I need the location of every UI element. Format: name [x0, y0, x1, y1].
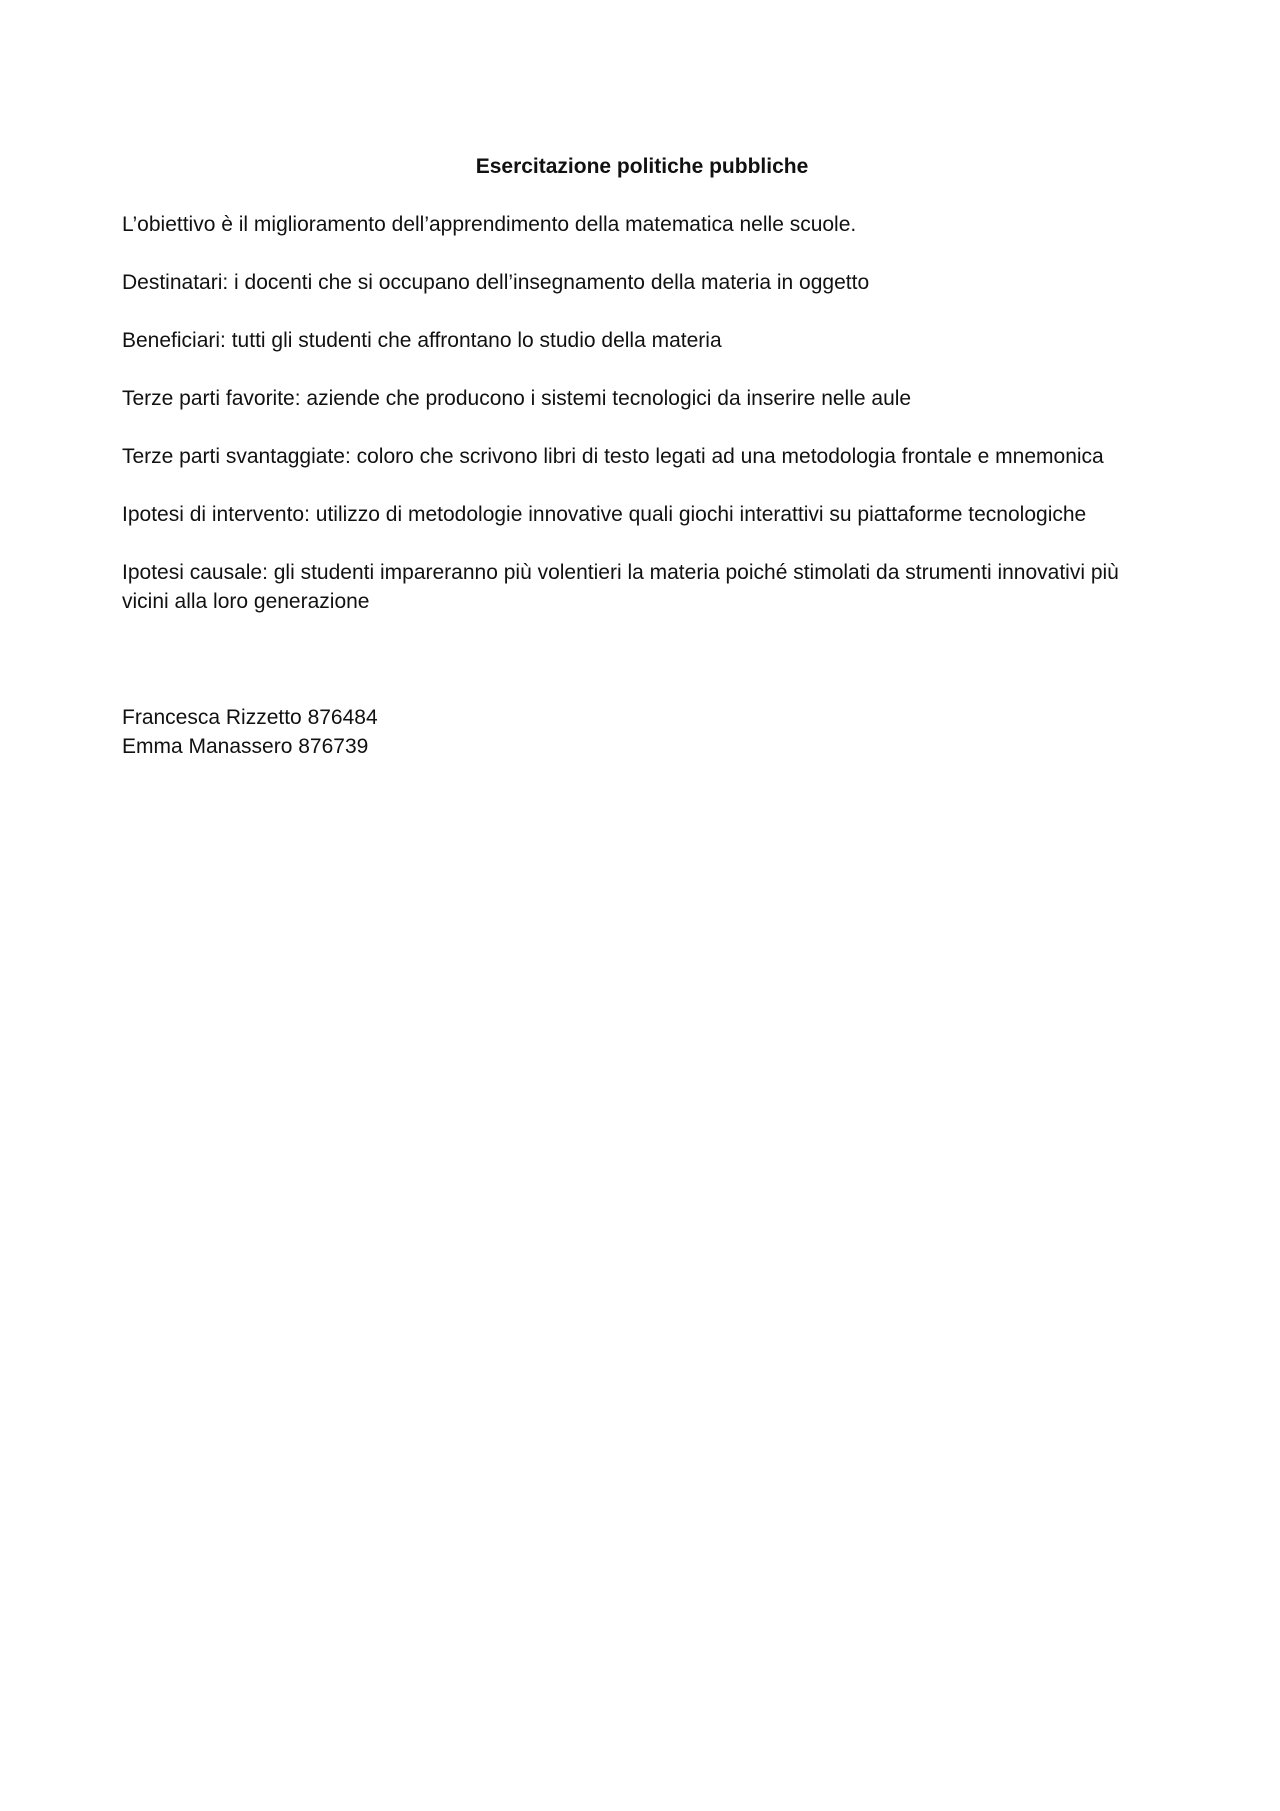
favored-third-parties-paragraph: Terze parti favorite: aziende che producono i sistemi tecnologici da inserire nelle aule	[122, 387, 912, 410]
authors-block	[122, 703, 1162, 761]
causal-hypothesis-paragraph: Ipotesi causale: gli studenti impareranno più volentieri la materia poiché stimolati da strumenti innovativi più vicini alla loro generazione	[122, 561, 1119, 613]
objective-paragraph: L’obiettivo è il miglioramento dell’apprendimento della matematica nelle scuole.	[122, 213, 857, 236]
intervention-hypothesis-paragraph: Ipotesi di intervento: utilizzo di metodologie innovative quali giochi interattivi su piattaforme tecnologiche	[122, 503, 1087, 526]
recipients-paragraph: Destinatari: i docenti che si occupano dell’insegnamento della materia in oggetto	[122, 271, 870, 294]
document-body	[122, 152, 1162, 761]
author-name: Emma Manassero 876739	[122, 735, 369, 758]
document-title: Esercitazione politiche pubbliche	[475, 155, 809, 178]
author-name: Francesca Rizzetto 876484	[122, 706, 378, 729]
disadvantaged-third-parties-paragraph: Terze parti svantaggiate: coloro che scrivono libri di testo legati ad una metodologia frontale e mnemonica	[122, 445, 1104, 468]
beneficiaries-paragraph: Beneficiari: tutti gli studenti che affrontano lo studio della materia	[122, 329, 722, 352]
